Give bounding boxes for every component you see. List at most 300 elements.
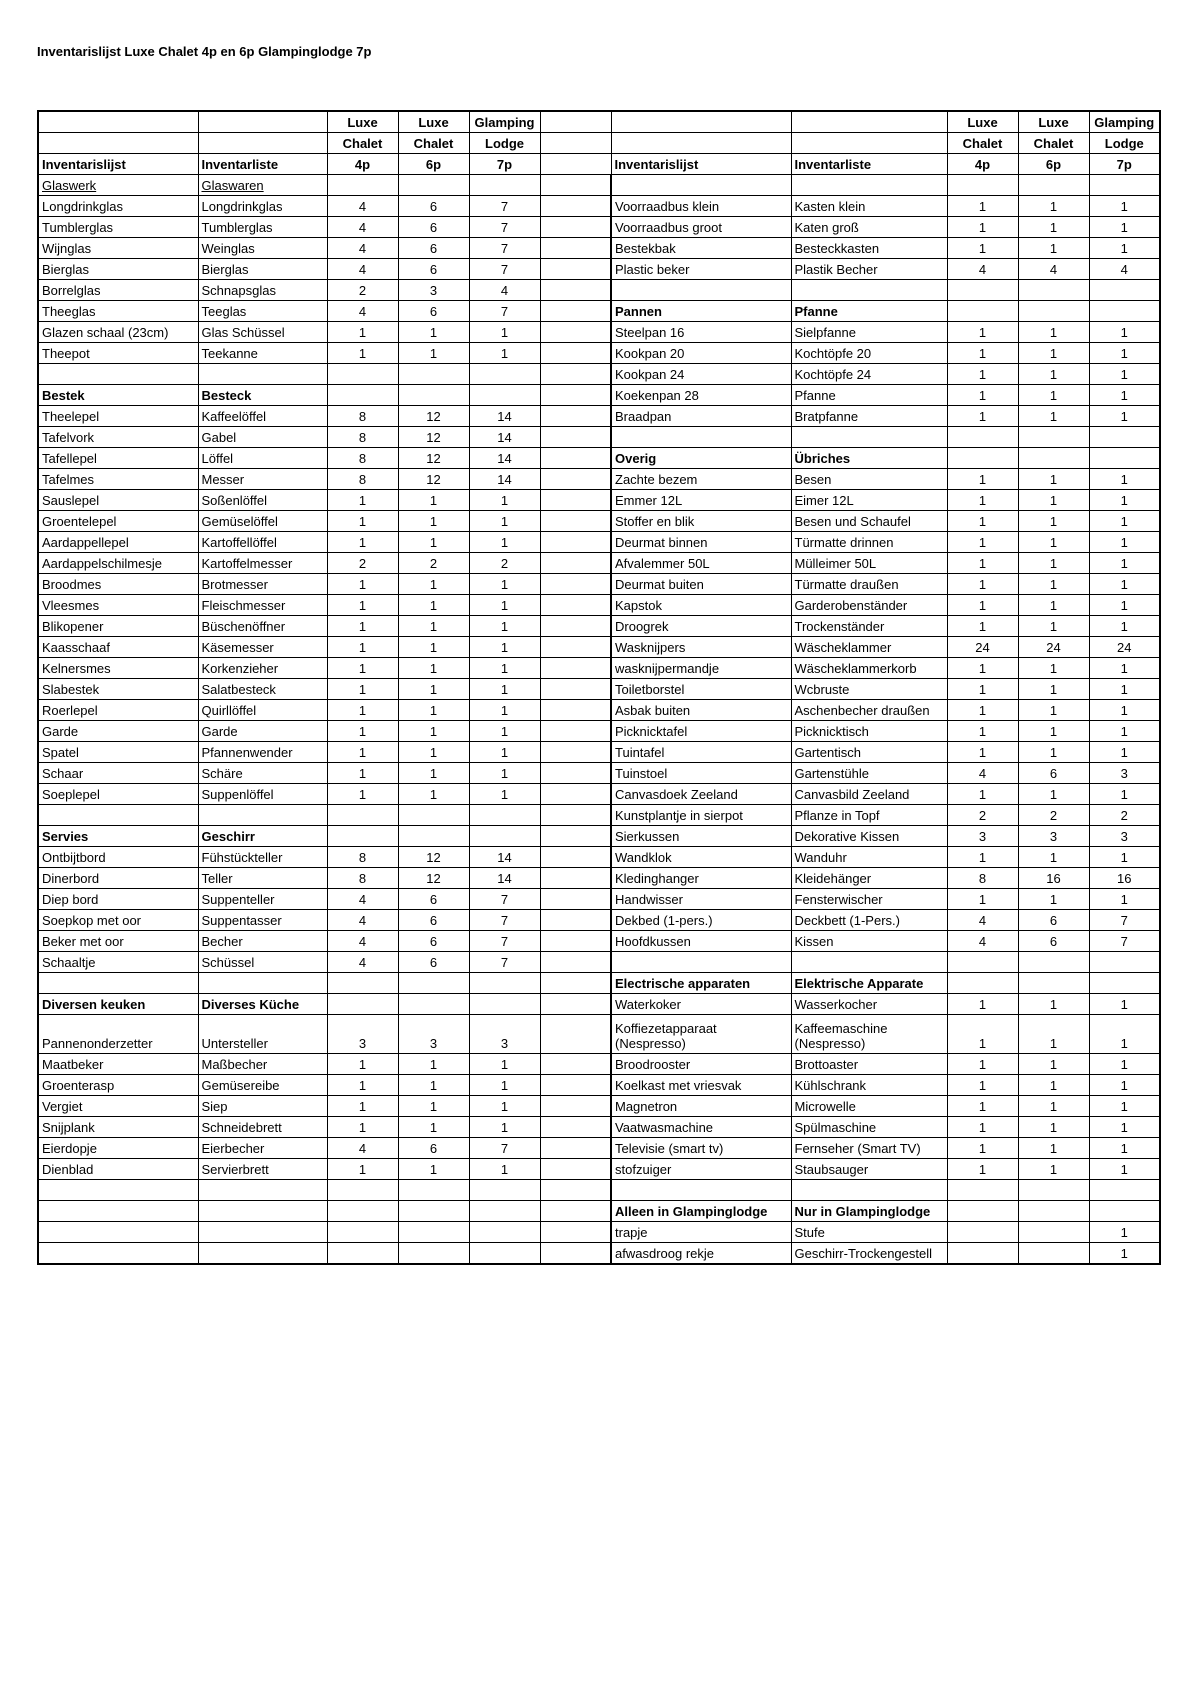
qty-chalet-4p: 4 <box>327 238 398 259</box>
item-name-nl: Schaaltje <box>38 952 198 973</box>
item-name-nl: Glazen schaal (23cm) <box>38 322 198 343</box>
item-name-nl: Aardappelschilmesje <box>38 553 198 574</box>
item-name-nl: trapje <box>611 1222 791 1243</box>
item-name-nl: Theelepel <box>38 406 198 427</box>
item-name-de: Microwelle <box>791 1096 947 1117</box>
qty-chalet-6p <box>1018 1243 1089 1265</box>
qty-chalet-6p <box>1018 448 1089 469</box>
item-name-nl: Blikopener <box>38 616 198 637</box>
qty-lodge-7p <box>1089 952 1160 973</box>
table-row <box>38 427 1160 448</box>
table-row <box>38 700 1160 721</box>
item-name-nl: Borrelglas <box>38 280 198 301</box>
header-cell: Glamping <box>469 111 540 133</box>
item-name-nl: afwasdroog rekje <box>611 1243 791 1265</box>
spacer-cell <box>540 1054 611 1075</box>
item-name-nl <box>611 952 791 973</box>
qty-chalet-6p: 6 <box>398 931 469 952</box>
qty-lodge-7p: 7 <box>469 889 540 910</box>
qty-lodge-7p: 1 <box>1089 1015 1160 1054</box>
qty-chalet-6p: 1 <box>398 784 469 805</box>
item-name-de: Suppenlöffel <box>198 784 327 805</box>
item-name-nl: Dekbed (1-pers.) <box>611 910 791 931</box>
header-cell: Luxe <box>1018 111 1089 133</box>
spacer-cell <box>540 196 611 217</box>
qty-chalet-4p: 8 <box>327 406 398 427</box>
item-name-de: Türmatte drinnen <box>791 532 947 553</box>
item-name-nl: Kelnersmes <box>38 658 198 679</box>
table-row <box>38 511 1160 532</box>
table-row <box>38 1159 1160 1180</box>
spacer-cell <box>540 763 611 784</box>
item-name-nl <box>38 1201 198 1222</box>
item-name-nl: Slabestek <box>38 679 198 700</box>
qty-chalet-6p: 1 <box>398 616 469 637</box>
item-name-nl: Electrische apparaten <box>611 973 791 994</box>
item-name-nl: Groentelepel <box>38 511 198 532</box>
qty-chalet-4p: 4 <box>327 196 398 217</box>
qty-chalet-6p: 1 <box>1018 1075 1089 1096</box>
table-row <box>38 574 1160 595</box>
spacer-cell <box>540 343 611 364</box>
item-name-de: Weinglas <box>198 238 327 259</box>
qty-chalet-4p: 1 <box>947 490 1018 511</box>
qty-lodge-7p: 14 <box>469 427 540 448</box>
table-row <box>38 1096 1160 1117</box>
item-name-de: Becher <box>198 931 327 952</box>
qty-chalet-4p <box>947 448 1018 469</box>
qty-chalet-4p: 1 <box>327 763 398 784</box>
qty-chalet-4p: 1 <box>947 406 1018 427</box>
header-cell: 4p <box>327 154 398 175</box>
item-name-de: Kartoffellöffel <box>198 532 327 553</box>
qty-chalet-6p: 6 <box>398 238 469 259</box>
qty-chalet-6p: 1 <box>398 1117 469 1138</box>
qty-chalet-4p: 1 <box>947 700 1018 721</box>
spacer-cell <box>540 1159 611 1180</box>
item-name-de: Pfanne <box>791 385 947 406</box>
spacer-cell <box>540 1096 611 1117</box>
table-row <box>38 910 1160 931</box>
qty-lodge-7p <box>469 1201 540 1222</box>
spacer-cell <box>540 490 611 511</box>
table-row <box>38 994 1160 1015</box>
header-cell <box>791 133 947 154</box>
item-name-nl: Stoffer en blik <box>611 511 791 532</box>
spacer-cell <box>540 994 611 1015</box>
spacer-cell <box>540 658 611 679</box>
qty-chalet-4p <box>947 301 1018 322</box>
item-name-de: Kleidehänger <box>791 868 947 889</box>
item-name-de: Türmatte draußen <box>791 574 947 595</box>
qty-lodge-7p <box>469 973 540 994</box>
item-name-de: Gemüselöffel <box>198 511 327 532</box>
item-name-de: Gartenstühle <box>791 763 947 784</box>
qty-chalet-4p: 3 <box>947 826 1018 847</box>
item-name-de: Gemüsereibe <box>198 1075 327 1096</box>
qty-lodge-7p: 1 <box>469 532 540 553</box>
item-name-nl: Kunstplantje in sierpot <box>611 805 791 826</box>
item-name-de: Teeglas <box>198 301 327 322</box>
qty-chalet-6p: 6 <box>398 910 469 931</box>
qty-chalet-4p: 1 <box>327 784 398 805</box>
spacer-cell <box>540 238 611 259</box>
table-row <box>38 1054 1160 1075</box>
item-name-nl: Dinerbord <box>38 868 198 889</box>
table-row <box>38 238 1160 259</box>
qty-lodge-7p: 1 <box>1089 322 1160 343</box>
table-row <box>38 742 1160 763</box>
qty-chalet-6p: 1 <box>1018 1117 1089 1138</box>
qty-chalet-4p: 1 <box>327 490 398 511</box>
qty-lodge-7p: 7 <box>469 1138 540 1159</box>
qty-lodge-7p: 1 <box>469 679 540 700</box>
item-name-nl: Diep bord <box>38 889 198 910</box>
qty-lodge-7p: 1 <box>1089 469 1160 490</box>
qty-chalet-6p: 1 <box>1018 1138 1089 1159</box>
qty-lodge-7p: 14 <box>469 847 540 868</box>
qty-chalet-4p: 1 <box>947 217 1018 238</box>
qty-chalet-4p: 1 <box>327 616 398 637</box>
item-name-de: Kochtöpfe 24 <box>791 364 947 385</box>
header-cell <box>611 133 791 154</box>
table-row <box>38 889 1160 910</box>
item-name-nl: Servies <box>38 826 198 847</box>
qty-chalet-6p: 6 <box>1018 931 1089 952</box>
table-row <box>38 616 1160 637</box>
spacer-cell <box>540 931 611 952</box>
qty-chalet-6p: 1 <box>398 721 469 742</box>
item-name-de: Teekanne <box>198 343 327 364</box>
qty-lodge-7p <box>469 385 540 406</box>
qty-chalet-6p <box>398 1180 469 1201</box>
header-cell: 6p <box>398 154 469 175</box>
qty-lodge-7p: 1 <box>1089 742 1160 763</box>
qty-chalet-6p: 6 <box>398 889 469 910</box>
qty-chalet-6p: 2 <box>398 553 469 574</box>
qty-lodge-7p: 16 <box>1089 868 1160 889</box>
item-name-de: Katen groß <box>791 217 947 238</box>
item-name-de: Picknicktisch <box>791 721 947 742</box>
item-name-de: Diverses Küche <box>198 994 327 1015</box>
item-name-nl: Tafelvork <box>38 427 198 448</box>
qty-lodge-7p: 1 <box>1089 1159 1160 1180</box>
table-row <box>38 217 1160 238</box>
item-name-nl <box>38 364 198 385</box>
header-cell: Chalet <box>947 133 1018 154</box>
qty-lodge-7p <box>469 1243 540 1265</box>
item-name-nl: Broodmes <box>38 574 198 595</box>
header-row <box>38 133 1160 154</box>
qty-chalet-6p: 1 <box>1018 1159 1089 1180</box>
qty-chalet-6p <box>398 1222 469 1243</box>
qty-chalet-4p: 1 <box>947 847 1018 868</box>
qty-chalet-4p <box>327 973 398 994</box>
qty-chalet-6p: 1 <box>398 490 469 511</box>
table-row <box>38 343 1160 364</box>
qty-chalet-4p: 1 <box>947 511 1018 532</box>
qty-chalet-6p: 1 <box>1018 238 1089 259</box>
qty-lodge-7p: 24 <box>1089 637 1160 658</box>
qty-chalet-4p: 1 <box>947 469 1018 490</box>
item-name-nl <box>38 1180 198 1201</box>
qty-chalet-6p: 1 <box>398 322 469 343</box>
header-cell: 6p <box>1018 154 1089 175</box>
item-name-nl: Braadpan <box>611 406 791 427</box>
item-name-de: Glas Schüssel <box>198 322 327 343</box>
qty-chalet-6p: 1 <box>1018 532 1089 553</box>
item-name-de: Soßenlöffel <box>198 490 327 511</box>
item-name-de <box>791 175 947 196</box>
item-name-de: Schäre <box>198 763 327 784</box>
qty-chalet-4p: 1 <box>947 238 1018 259</box>
spacer-cell <box>540 322 611 343</box>
qty-chalet-4p: 1 <box>327 1054 398 1075</box>
item-name-nl: Voorraadbus klein <box>611 196 791 217</box>
qty-chalet-4p <box>947 1243 1018 1265</box>
qty-lodge-7p: 1 <box>1089 574 1160 595</box>
qty-chalet-4p: 4 <box>327 217 398 238</box>
qty-chalet-6p <box>398 973 469 994</box>
qty-chalet-4p <box>327 1180 398 1201</box>
qty-chalet-4p: 1 <box>327 322 398 343</box>
qty-chalet-4p: 1 <box>947 721 1018 742</box>
qty-chalet-6p: 4 <box>1018 259 1089 280</box>
qty-lodge-7p: 1 <box>1089 1054 1160 1075</box>
item-name-de: Quirllöffel <box>198 700 327 721</box>
spacer-cell <box>540 721 611 742</box>
qty-lodge-7p: 1 <box>469 658 540 679</box>
qty-lodge-7p: 7 <box>469 931 540 952</box>
item-name-nl: Koelkast met vriesvak <box>611 1075 791 1096</box>
item-name-de: Pflanze in Topf <box>791 805 947 826</box>
qty-chalet-6p: 1 <box>398 1075 469 1096</box>
spacer-cell <box>540 868 611 889</box>
qty-chalet-4p: 4 <box>327 301 398 322</box>
spacer-cell <box>540 427 611 448</box>
qty-lodge-7p: 7 <box>469 952 540 973</box>
qty-chalet-6p: 12 <box>398 427 469 448</box>
qty-chalet-4p: 1 <box>947 1096 1018 1117</box>
qty-lodge-7p: 7 <box>1089 931 1160 952</box>
item-name-de: Aschenbecher draußen <box>791 700 947 721</box>
item-name-de: Büschenöffner <box>198 616 327 637</box>
qty-chalet-6p: 6 <box>1018 763 1089 784</box>
qty-chalet-4p: 1 <box>327 1075 398 1096</box>
qty-lodge-7p: 1 <box>1089 490 1160 511</box>
qty-chalet-4p: 1 <box>947 574 1018 595</box>
spacer-cell <box>540 889 611 910</box>
item-name-nl: Pannenonderzetter <box>38 1015 198 1054</box>
item-name-nl: Picknicktafel <box>611 721 791 742</box>
item-name-de: Kaffeelöffel <box>198 406 327 427</box>
qty-lodge-7p: 1 <box>1089 1117 1160 1138</box>
header-cell: 4p <box>947 154 1018 175</box>
qty-chalet-6p: 1 <box>1018 721 1089 742</box>
qty-chalet-4p <box>947 427 1018 448</box>
item-name-de: Siep <box>198 1096 327 1117</box>
item-name-de: Suppenteller <box>198 889 327 910</box>
qty-chalet-6p: 1 <box>1018 784 1089 805</box>
item-name-de: Kochtöpfe 20 <box>791 343 947 364</box>
header-row <box>38 154 1160 175</box>
table-row <box>38 322 1160 343</box>
item-name-nl: Vleesmes <box>38 595 198 616</box>
table-row <box>38 1117 1160 1138</box>
item-name-nl <box>611 175 791 196</box>
item-name-nl: Canvasdoek Zeeland <box>611 784 791 805</box>
table-row <box>38 721 1160 742</box>
table-row <box>38 1243 1160 1265</box>
qty-chalet-6p: 6 <box>398 259 469 280</box>
item-name-nl: Tuinstoel <box>611 763 791 784</box>
table-row <box>38 868 1160 889</box>
qty-lodge-7p: 1 <box>469 742 540 763</box>
item-name-nl: Deurmat buiten <box>611 574 791 595</box>
qty-chalet-4p: 1 <box>947 1117 1018 1138</box>
item-name-de: Schüssel <box>198 952 327 973</box>
qty-lodge-7p: 1 <box>469 637 540 658</box>
qty-lodge-7p: 1 <box>469 784 540 805</box>
qty-lodge-7p: 1 <box>1089 700 1160 721</box>
qty-chalet-4p: 1 <box>327 700 398 721</box>
item-name-nl: Toiletborstel <box>611 679 791 700</box>
qty-lodge-7p: 14 <box>469 469 540 490</box>
spacer-cell <box>540 784 611 805</box>
qty-chalet-4p: 1 <box>947 1075 1018 1096</box>
item-name-de <box>198 1201 327 1222</box>
item-name-nl: Pannen <box>611 301 791 322</box>
qty-lodge-7p: 1 <box>1089 1222 1160 1243</box>
header-row <box>38 111 1160 133</box>
qty-lodge-7p: 14 <box>469 448 540 469</box>
item-name-de: Garderobenständer <box>791 595 947 616</box>
qty-chalet-4p: 8 <box>947 868 1018 889</box>
item-name-nl <box>38 973 198 994</box>
spacer-cell <box>540 1180 611 1201</box>
item-name-nl: Hoofdkussen <box>611 931 791 952</box>
item-name-de <box>198 1243 327 1265</box>
qty-chalet-6p <box>1018 1180 1089 1201</box>
qty-chalet-6p: 12 <box>398 469 469 490</box>
qty-lodge-7p: 1 <box>1089 532 1160 553</box>
item-name-de: Brottoaster <box>791 1054 947 1075</box>
qty-chalet-4p: 1 <box>947 994 1018 1015</box>
item-name-de: Fernseher (Smart TV) <box>791 1138 947 1159</box>
qty-lodge-7p: 1 <box>1089 847 1160 868</box>
qty-chalet-6p: 1 <box>1018 700 1089 721</box>
qty-chalet-4p <box>947 973 1018 994</box>
qty-chalet-4p: 1 <box>947 553 1018 574</box>
item-name-nl: Afvalemmer 50L <box>611 553 791 574</box>
item-name-nl: Overig <box>611 448 791 469</box>
qty-chalet-6p: 1 <box>1018 511 1089 532</box>
item-name-nl: Groenterasp <box>38 1075 198 1096</box>
qty-lodge-7p: 1 <box>469 322 540 343</box>
qty-lodge-7p: 1 <box>469 1054 540 1075</box>
qty-lodge-7p: 1 <box>1089 511 1160 532</box>
qty-lodge-7p: 1 <box>1089 1096 1160 1117</box>
item-name-nl: Asbak buiten <box>611 700 791 721</box>
qty-chalet-4p: 8 <box>327 427 398 448</box>
qty-chalet-6p: 1 <box>398 595 469 616</box>
item-name-de: Kaffeemaschine (Nespresso) <box>791 1015 947 1054</box>
qty-chalet-4p: 2 <box>327 280 398 301</box>
spacer-cell <box>540 574 611 595</box>
item-name-nl: Longdrinkglas <box>38 196 198 217</box>
item-name-nl: Theepot <box>38 343 198 364</box>
header-cell <box>540 111 611 133</box>
table-row <box>38 973 1160 994</box>
qty-chalet-6p <box>1018 973 1089 994</box>
header-cell: Luxe <box>398 111 469 133</box>
table-row <box>38 280 1160 301</box>
qty-lodge-7p: 1 <box>1089 1075 1160 1096</box>
qty-chalet-4p <box>947 175 1018 196</box>
qty-chalet-6p: 12 <box>398 847 469 868</box>
qty-lodge-7p <box>469 826 540 847</box>
qty-chalet-4p: 1 <box>327 343 398 364</box>
spacer-cell <box>540 175 611 196</box>
spacer-cell <box>540 742 611 763</box>
spacer-cell <box>540 910 611 931</box>
header-cell: Chalet <box>1018 133 1089 154</box>
spacer-cell <box>540 364 611 385</box>
item-name-de: Untersteller <box>198 1015 327 1054</box>
spacer-cell <box>540 1201 611 1222</box>
qty-chalet-4p: 3 <box>327 1015 398 1054</box>
qty-chalet-6p: 1 <box>398 532 469 553</box>
qty-chalet-4p: 1 <box>947 322 1018 343</box>
qty-chalet-6p <box>1018 280 1089 301</box>
item-name-de <box>198 805 327 826</box>
qty-chalet-4p: 1 <box>327 721 398 742</box>
table-row <box>38 553 1160 574</box>
qty-chalet-6p: 1 <box>1018 343 1089 364</box>
item-name-de: Wäscheklammer <box>791 637 947 658</box>
qty-chalet-4p: 1 <box>327 742 398 763</box>
item-name-de <box>791 952 947 973</box>
qty-lodge-7p: 1 <box>1089 658 1160 679</box>
qty-lodge-7p: 1 <box>1089 196 1160 217</box>
qty-chalet-6p: 1 <box>1018 469 1089 490</box>
qty-lodge-7p: 2 <box>1089 805 1160 826</box>
table-row <box>38 931 1160 952</box>
table-row <box>38 952 1160 973</box>
header-cell: Chalet <box>398 133 469 154</box>
item-name-de <box>791 427 947 448</box>
qty-chalet-4p: 1 <box>947 658 1018 679</box>
qty-chalet-6p: 16 <box>1018 868 1089 889</box>
qty-chalet-6p <box>1018 952 1089 973</box>
qty-lodge-7p: 1 <box>469 490 540 511</box>
item-name-nl: Eierdopje <box>38 1138 198 1159</box>
item-name-nl: Ontbijtbord <box>38 847 198 868</box>
spacer-cell <box>540 595 611 616</box>
qty-chalet-6p: 1 <box>1018 553 1089 574</box>
spacer-cell <box>540 700 611 721</box>
qty-chalet-4p <box>947 1222 1018 1243</box>
qty-lodge-7p: 2 <box>469 553 540 574</box>
item-name-de: Wasserkocher <box>791 994 947 1015</box>
qty-chalet-6p: 1 <box>398 574 469 595</box>
qty-chalet-4p <box>947 280 1018 301</box>
qty-chalet-6p <box>1018 301 1089 322</box>
qty-chalet-6p: 1 <box>1018 1096 1089 1117</box>
qty-lodge-7p: 7 <box>1089 910 1160 931</box>
qty-chalet-4p <box>327 1222 398 1243</box>
item-name-nl: Glaswerk <box>38 175 198 196</box>
